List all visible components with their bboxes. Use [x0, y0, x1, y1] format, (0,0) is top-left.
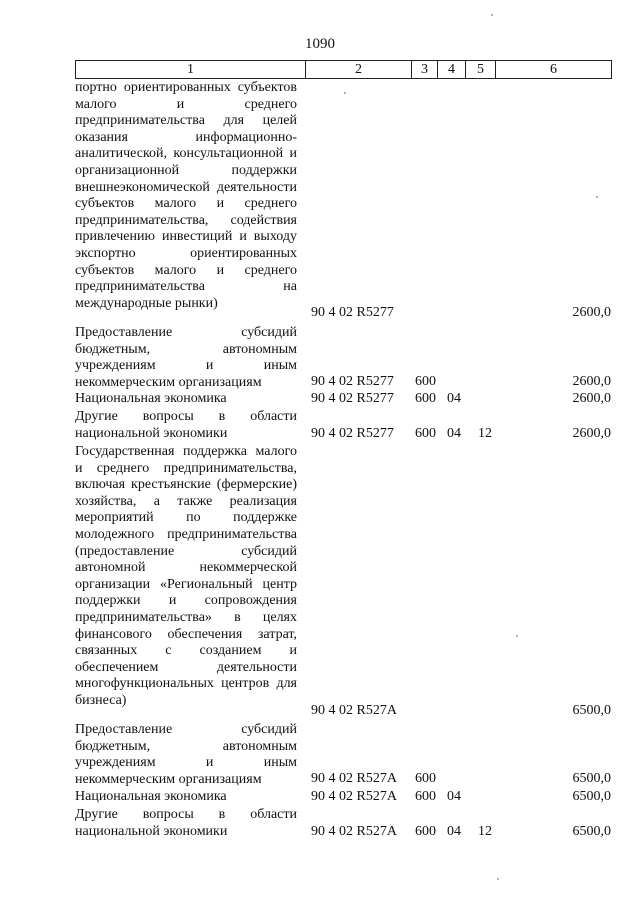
column-header-1: 1: [76, 61, 306, 79]
column-header-2: 2: [306, 61, 412, 79]
column-header-5: 5: [466, 61, 496, 79]
row-vr: 600: [415, 789, 436, 804]
row-description: Государственная поддержка малого и среднего предпринимательства, включая крестьянские (фермерские) хозяйства, а также реализация мероприятий по поддержке молодежного предпринимательства (предоставление субсидий автономной некоммерческой организации «Региональный центр поддержки и сопровождения предпринимательства» в целях финансового обеспечения затрат, связанных с созданием и обеспечением деятельности многофункциональных центров для бизнеса): [75, 444, 297, 708]
row-pr: 12: [478, 824, 492, 839]
row-code: 90 4 02 R527A: [311, 824, 397, 839]
table-row: [75, 391, 611, 409]
table-row: [75, 789, 611, 807]
row-sum: 2600,0: [572, 426, 611, 441]
column-header-row: [76, 61, 612, 79]
row-code: 90 4 02 R527A: [311, 703, 397, 718]
table-row: [75, 80, 611, 325]
row-sum: 6500,0: [572, 771, 611, 786]
row-rz: 04: [447, 789, 461, 804]
scan-speck: [516, 635, 518, 637]
row-pr: 12: [478, 426, 492, 441]
page-number: 1090: [305, 36, 335, 52]
table-row: [75, 409, 611, 445]
row-sum: 2600,0: [572, 305, 611, 320]
scan-speck: [344, 92, 346, 94]
row-description: Национальная экономика: [75, 789, 227, 804]
row-description: Предоставление субсидий бюджетным, автономным учреждениям и иным некоммерческим организациям: [75, 325, 297, 390]
scan-speck: [596, 196, 598, 198]
row-rz: 04: [447, 824, 461, 839]
table-row: [75, 722, 611, 790]
row-sum: 6500,0: [572, 824, 611, 839]
row-rz: 04: [447, 391, 461, 406]
row-vr: 600: [415, 824, 436, 839]
scan-speck: [497, 878, 499, 880]
table-row: [75, 444, 611, 722]
row-description: Предоставление субсидий бюджетным, автономным учреждениям и иным некоммерческим организациям: [75, 722, 297, 787]
row-code: 90 4 02 R5277: [311, 374, 394, 389]
row-vr: 600: [415, 374, 436, 389]
row-description: Другие вопросы в области национальной экономики: [75, 409, 297, 441]
row-sum: 2600,0: [572, 374, 611, 389]
row-description: портно ориентированных субъектов малого и среднего предпринимательства для целей оказания информационно-аналитической, консультационной и организационной поддержки внешнеэкономической деятельности субъектов малого и среднего предпринимательства, содействия привлечению инвестиций и выходу экспортно ориентированных субъектов малого и среднего предпринимательства на международные рынки): [75, 80, 297, 311]
row-vr: 600: [415, 391, 436, 406]
column-header-3: 3: [412, 61, 438, 79]
table-row: [75, 325, 611, 393]
row-rz: 04: [447, 426, 461, 441]
row-code: 90 4 02 R527A: [311, 789, 397, 804]
row-sum: 2600,0: [572, 391, 611, 406]
row-sum: 6500,0: [572, 703, 611, 718]
row-description: Другие вопросы в области национальной экономики: [75, 807, 297, 839]
row-sum: 6500,0: [572, 789, 611, 804]
column-header-table: [75, 60, 612, 79]
row-code: 90 4 02 R527A: [311, 771, 397, 786]
column-header-6: 6: [496, 61, 612, 79]
table-row: [75, 807, 611, 843]
scan-speck: [491, 14, 493, 16]
column-header-4: 4: [438, 61, 466, 79]
row-description: Национальная экономика: [75, 391, 227, 406]
row-code: 90 4 02 R5277: [311, 305, 394, 320]
row-code: 90 4 02 R5277: [311, 426, 394, 441]
row-vr: 600: [415, 426, 436, 441]
row-code: 90 4 02 R5277: [311, 391, 394, 406]
row-vr: 600: [415, 771, 436, 786]
